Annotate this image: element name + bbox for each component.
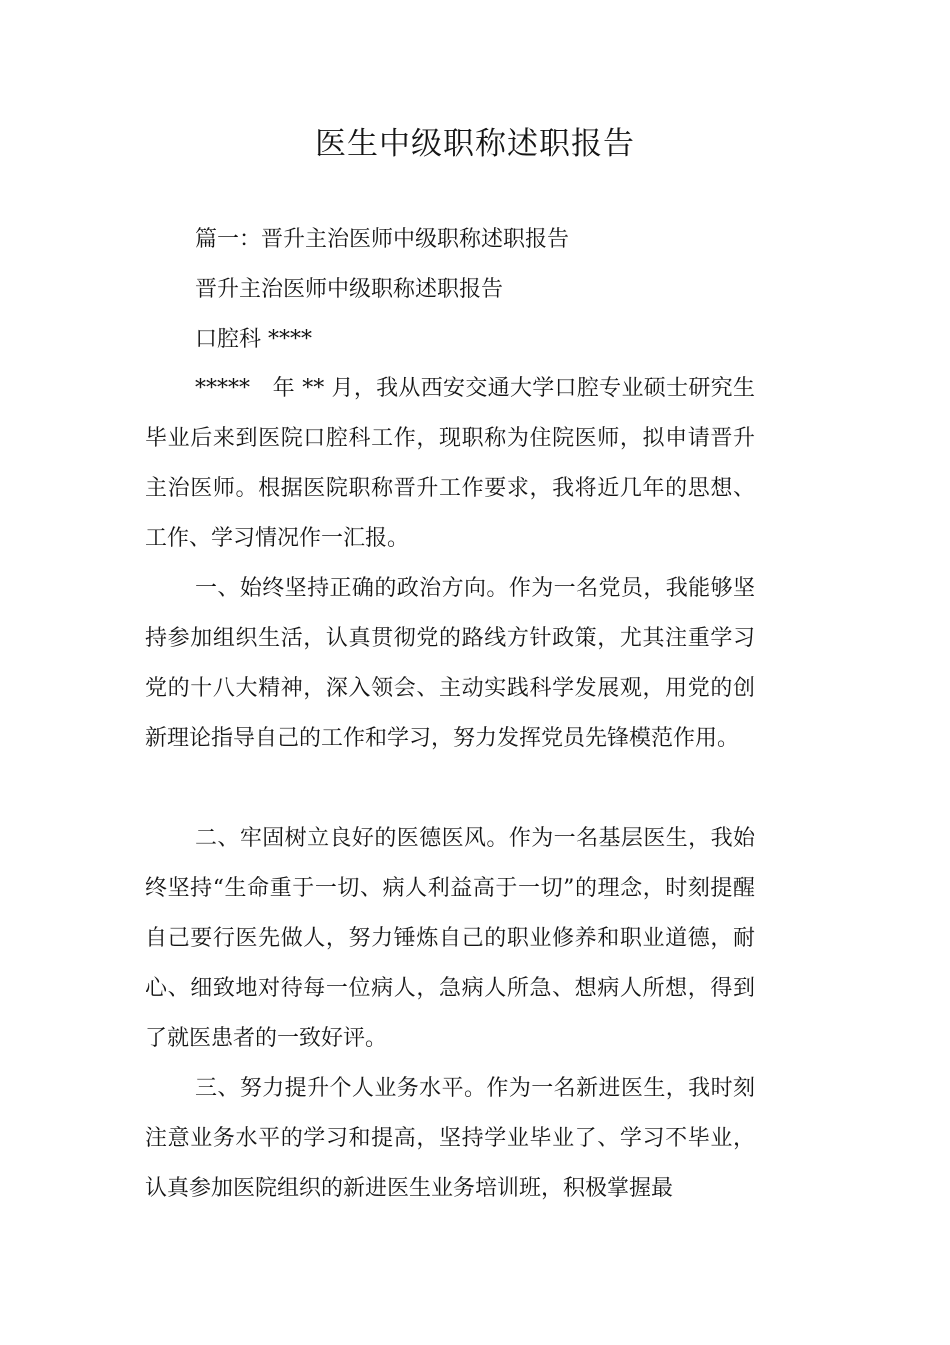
paragraph-medical-ethics: 二、牢固树立良好的医德医风。作为一名基层医生，我始终坚持“生命重于一切、病人利益高于一切”的理念，时刻提醒自己要行医先做人，努力锤炼自己的职业修养和职业道德，耐心、细致地对待每一位病人，急病人所急、想病人所想，得到了就医患者的一致好评。 bbox=[145, 826, 755, 1051]
section-heading: 篇一：晋升主治医师中级职称述职报告 bbox=[195, 227, 570, 252]
paragraph-intro: ***** 年 ** 月，我从西安交通大学口腔专业硕士研究生毕业后来到医院口腔科工作，现职称为住院医师，拟申请晋升主治医师。根据医院职称晋升工作要求，我将近几年的思想、工作、学习情况作一汇报。 bbox=[145, 376, 755, 551]
paragraph-professional-skills: 三、努力提升个人业务水平。作为一名新进医生，我时刻注意业务水平的学习和提高，坚持学业毕业了、学习不毕业，认真参加医院组织的新进医生业务培训班，积极掌握最 bbox=[145, 1076, 755, 1201]
report-subtitle: 晋升主治医师中级职称述职报告 bbox=[195, 277, 504, 302]
department-author-line: 口腔科 **** bbox=[195, 327, 312, 352]
document-title: 医生中级职称述职报告 bbox=[315, 126, 635, 162]
paragraph-political-direction: 一、始终坚持正确的政治方向。作为一名党员，我能够坚持参加组织生活，认真贯彻党的路线方针政策，尤其注重学习党的十八大精神，深入领会、主动实践科学发展观，用党的创新理论指导自己的工作和学习，努力发挥党员先锋模范作用。 bbox=[145, 576, 755, 751]
